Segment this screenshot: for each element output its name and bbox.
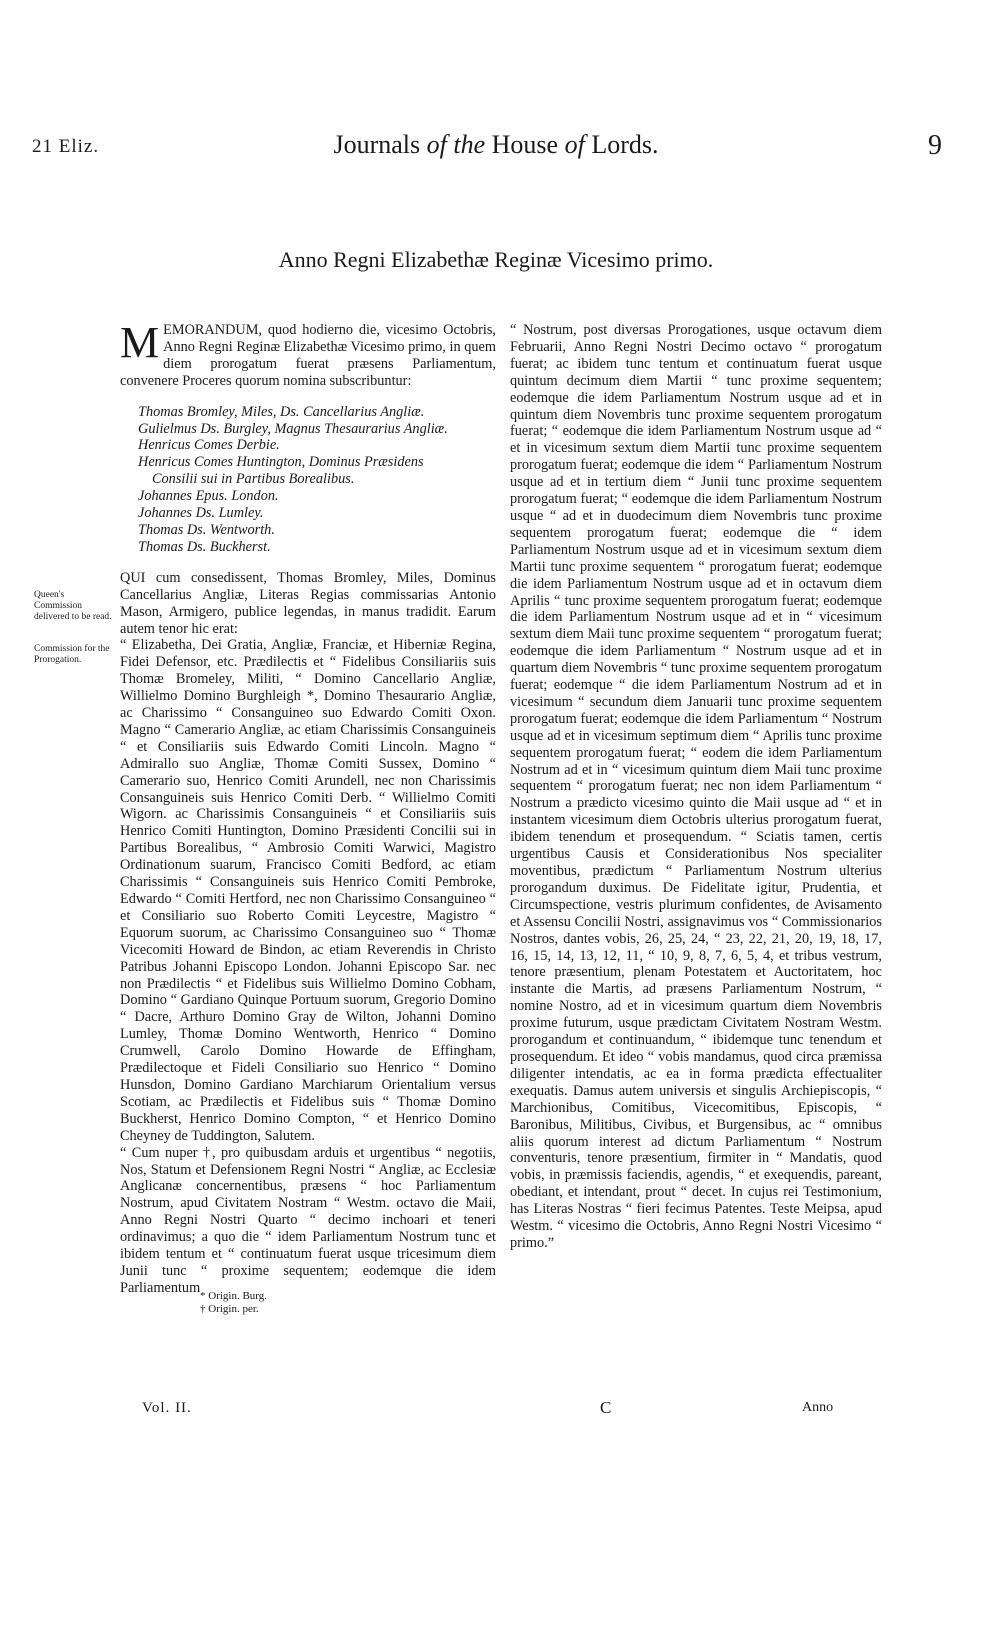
title-part: Lords. [584,130,659,159]
commission-text: “ Elizabetha, Dei Gratia, Angliæ, Franciæ, et Hiberniæ Regina, Fidei Defensor, etc. Prædilectis et “ Fidelibus Consiliariis suis Thomæ Bromeley, Militi, “ Domino Cancellario Angliæ, Willielmo Domino Burghleigh *, Domino Thesaurario Angliæ, ac Charissimo “ Consanguineo suo Edwardo Comiti Oxon. Magno “ Camerario Angliæ, ac etiam Charissimis Consanguineis “ et Consiliariis suis Edwardo Comiti Lincoln. Magno “ Admirallo suo Angliæ, Thomæ Comiti Sussex, Domino “ Camerario suo, Henrico Comiti Arundell, nec non Charissimis Consanguineis suis Henrico Comiti Derb. “ Willielmo Comiti Wigorn. ac Charissimis Consanguineis “ et Consiliariis suis Henrico Comiti Huntington, Domino Præsidenti Concilii sui in Partibus Borealibus, “ Ambrosio Comiti Warwici, Magistro Ordinationum suarum, Francisco Comiti Bedford, ac etiam Charissimis “ Consanguineis suis Henrico Comiti Pembroke, Edwardo “ Comiti Hertford, nec non Charissimo Consanguineo “ et Consiliario suo Roberto Comiti Leycestre, Magistro “ Equorum suorum, ac Charissimo Consanguineo suo “ Thomæ Vicecomiti Howard de Bindon, ac etiam Reverendis in Christo Patribus Johanni Episcopo London. Johanni Episcopo Sar. nec non Prædilectis “ et Fidelibus suis Willielmo Domino Cobham, Domino “ Gardiano Quinque Portuum suorum, Gregorio Domino “ Dacre, Arthuro Domino Gray de Wilton, Johanni Domino Lumley, Thomæ Domino Wentworth, Henrico “ Domino Crumwell, Carolo Domino Howarde de Effingham, Prædilectoque et Fideli Consiliario suo Henrico “ Domino Hunsdon, Domino Gardiano Marchiarum Orientalium versus Scotiam, ac Prædilectis et Fidelibus suis “ Thomæ Domino Buckherst, Henrico Domino Compton, “ et Henrico Domino Cheyney de Tuddington, Salutem. [120,637,496,1144]
memorandum-body: quod hodierno die, vicesimo Octobris, Anno Regni Reginæ Elizabethæ Vicesimo primo, in quem diem prorogatum fuerat præsens Parliamentum, convenere Proceres quorum nomina subscribuntur: [120,322,496,389]
margin-note: Queen's Commission delivered to be read. [34,590,112,622]
signatory: Johannes Epus. London. [138,488,279,505]
volume-label: Vol. II. [142,1400,192,1416]
signatory: Thomas Ds. Buckherst. [138,538,271,555]
signatory: Gulielmus Ds. Burgley, Magnus Thesaurarius Angliæ. [138,420,448,437]
footnote: † Origin. per. [200,1303,259,1315]
page-number: 9 [928,130,942,161]
memorandum-paragraph [120,318,496,390]
margin-note: Commission for the Prorogation. [34,644,110,665]
left-column [120,318,496,1297]
signatory: Thomas Ds. Wentworth. [138,521,275,538]
page-header [0,130,992,170]
title-part: Journals [333,130,427,159]
signatory: Thomas Bromley, Miles, Ds. Cancellarius Angliæ. [138,403,425,420]
signature-mark: C [600,1398,612,1417]
commission-text: “ Nostrum, post diversas Prorogationes, usque octavum diem Februarii, Anno Regni Nostri Decimo octavo “ prorogatum fuerat; ac ibidem tunc tentum et continuatum fuerat usque quintum decimum diem Martii “ tunc proxime sequentem; eodemque die idem Parliamentum Nostrum usque ad et in quintum diem Novembris tunc proxime sequentem prorogatum fuerat; “ eodemque die idem Parliamentum Nostrum usque ad “ et in vicesimum sextum diem Martii tunc proxime sequentem prorogatum fuerat; eodemque die idem “ Parliamentum Nostrum usque ad et in tertium diem “ Junii tunc proxime sequentem prorogatum fuerat; “ eodemque die idem Parliamentum Nostrum usque “ ad et in duodecimum diem Novembris tunc proxime sequentem prorogatum fuerat; eodemque die “ idem Parliamentum Nostrum usque ad et in vicesimum sextum diem Martii tunc proxime sequentem “ prorogatum fuerat; eodemque die idem Parliamentum Nostrum usque ad et in octavum diem Aprilis “ tunc proxime sequentem prorogatum fuerat; eodemque die idem Parliamentum Nostrum usque ad et in “ vicesimum sextum diem Maii tunc proxime sequentem “ prorogatum fuerat; eodemque die idem Parliamentum “ Nostrum usque ad et in quartum diem Novembris “ tunc proxime sequentem prorogatum fuerat; eodemque “ die idem Parliamentum Nostrum ad et in vicesimum “ secundum diem Januarii tunc proxime sequentem prorogatum fuerat; eodemque die idem Parliamentum “ Nostrum usque ad et in vicesimum septimum diem “ Aprilis tunc proxime sequentem prorogatum fuerat; “ eodem die idem Parliamentum Nostrum ad et in “ vicesimum quintum diem Maii tunc proxime sequentem “ prorogatum fuerat; nec non idem Parliamentum “ Nostrum a prædicto vicesimo quinto die Maii usque ad “ et in instantem vicesimum diem Octobris ulterius prorogatum fuerat, ibidem tenendum et prosequendum. “ Sciatis tamen, certis urgentibus Causis et Considerationibus Nos specialiter moventibus, prædictum “ Parliamentum Nostrum ulterius prorogandum duximus. De Fidelitate igitur, Prudentia, et Circumspectione, vestris plurimum confidentes, de Avisamento et Assensu Concilii Nostri, assignavimus vos “ Commissionarios Nostros, dantes vobis, 26, 25, 24, “ 23, 22, 21, 20, 19, 18, 17, 16, 15, 14, 13, 12, 11, “ 10, 9, 8, 7, 6, 5, 4, et tribus vestrum, tenore præsentium, plenam Potestatem et Auctoritatem, hoc instante die Martis, ad præsens Parliamentum Nostrum, “ nomine Nostro, ad et in vicesimum quartum diem Novembris proxime futurum, usque prædictam Civitatem Nostram Westm. prorogandum et continuandum, “ ibidemque tunc tenendum et prosequendum. Et ideo “ vobis mandamus, quod circa præmissa diligenter intendatis, ac ea in forma prædicta effectualiter exequatis. Damus autem universis et singulis Archiepiscopis, “ Marchionibus, Comitibus, Vicecomitibus, Episcopis, “ Baronibus, Militibus, Civibus, et Burgensibus, ac “ omnibus aliis quorum interest ad dictum Parliamentum “ Nostrum conventuris, tenore præsentium, firmiter in “ Mandatis, quod vobis, in præmissis faciendis, agendis, “ et exequendis, pareant, obediant, et intendant, prout “ decet. In cujus rei Testimonium, has Literas Nostras “ fieri fecimus Patentes. Teste Meipsa, apud Westm. “ vicesimo die Octobris, Anno Regni Nostri Vicesimo “ primo.” [510,322,882,1251]
footnote: * Origin. Burg. [200,1290,268,1302]
signatory: Johannes Ds. Lumley. [138,505,264,522]
drop-cap: M [120,318,160,367]
signatory: Henricus Comes Derbie. [138,437,280,454]
commission-text: “ Cum nuper †, pro quibusdam arduis et urgentibus “ negotiis, Nos, Statum et Defensionem Regni Nostri “ Angliæ, ac Ecclesiæ Anglicanæ concernentibus, præsens “ hoc Parliamentum Nostrum, apud Civitatem Nostram “ Westm. octavo die Maii, Anno Regni Nostri Quarto “ decimo inchoari et teneri ordinavimus; a quo die “ idem Parliamentum Nostrum tunc et ibidem tentum et “ continuatum fuerat usque tricesimum diem Junii tunc “ proxime sequentem; eodemque die idem Parliamentum [120,1144,496,1296]
title-part: of [564,130,585,159]
catchword: Anno [802,1400,834,1415]
footnotes [200,1290,267,1316]
paragraph: QUI cum consedissent, Thomas Bromley, Miles, Dominus Cancellarius Angliæ, Literas Regias commissarias Antonio Mason, Armigero, publice legendas, in manus tradidit. Earum autem tenor hic erat: [120,569,496,637]
signatory: Henricus Comes Huntington, Dominus Præsidens [138,454,424,471]
memorandum-caps: EMORANDUM, [163,322,263,338]
signatory: Consilii sui in Partibus Borealibus. [152,471,355,488]
title-part: House [485,130,565,159]
running-title [0,130,992,160]
section-heading: Anno Regni Elizabethæ Reginæ Vicesimo primo. [278,247,714,272]
right-column [510,322,882,1252]
signatory-list [138,404,496,556]
regnal-year: 21 Eliz. [32,136,100,157]
title-part: of the [426,130,486,159]
